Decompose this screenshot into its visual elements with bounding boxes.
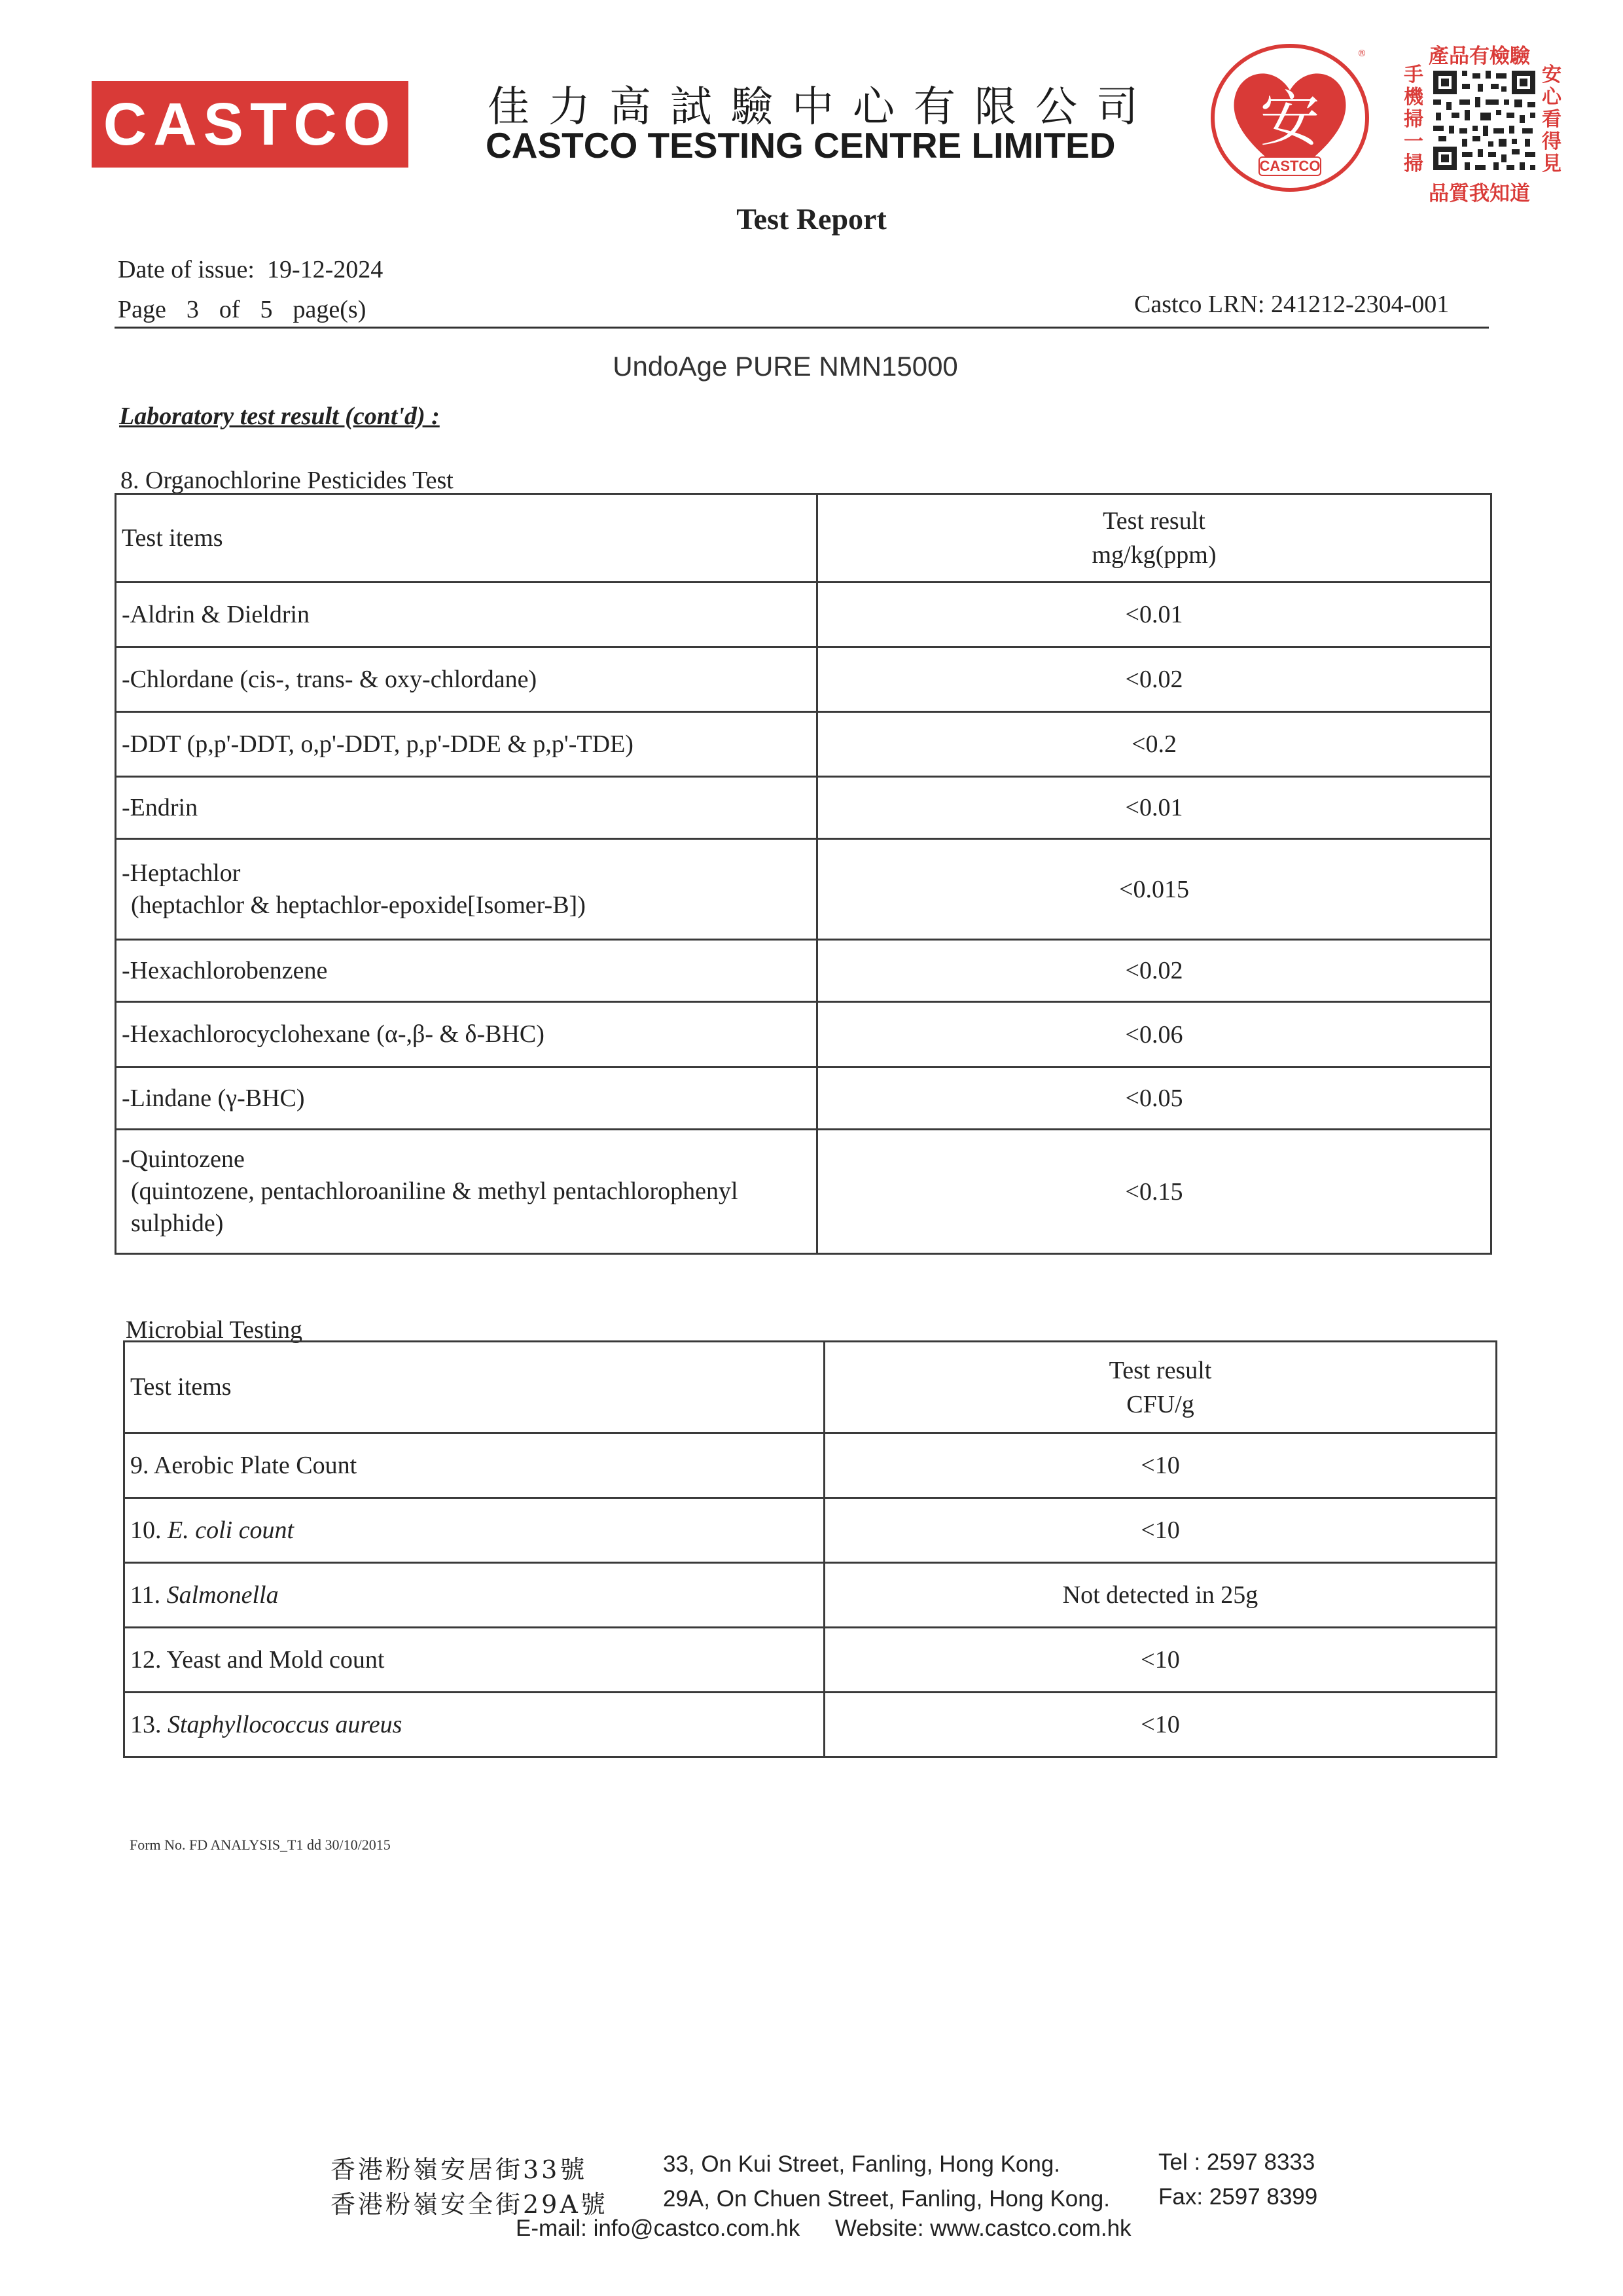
test-result: Not detected in 25g <box>825 1563 1497 1628</box>
page-number: 3 <box>186 296 199 323</box>
date-of-issue <box>118 255 383 284</box>
svg-text:®: ® <box>1357 48 1366 59</box>
test-item: -Lindane (γ-BHC) <box>116 1067 817 1130</box>
qr-caption-top: 產品有檢驗 <box>1429 45 1530 68</box>
castco-heart-badge <box>1209 42 1370 194</box>
test-result: <10 <box>825 1498 1497 1563</box>
test-result: <0.05 <box>817 1067 1491 1130</box>
test-item: -DDT (p,p'-DDT, o,p'-DDT, p,p'-DDE & p,p'-TDE) <box>116 712 817 777</box>
email: E-mail: info@castco.com.hk <box>516 2215 800 2241</box>
lrn-label: Castco LRN: <box>1134 291 1265 318</box>
product-name: UndoAge PURE NMN15000 <box>613 351 958 382</box>
test-item: -Quintozene (quintozene, pentachloroaniline & methyl pentachlorophenyl sulphide) <box>116 1130 817 1254</box>
col-test-result: Test result CFU/g <box>825 1342 1497 1433</box>
table-row <box>116 1130 1491 1254</box>
qr-caption-bottom: 品質我知道 <box>1429 182 1530 206</box>
table-row <box>116 712 1491 777</box>
castco-logo: CASTCO <box>92 81 408 168</box>
col-test-items: Test items <box>124 1342 825 1433</box>
test-result: <0.015 <box>817 839 1491 940</box>
date-label: Date of issue: <box>118 256 255 283</box>
pesticides-section-label: 8. Organochlorine Pesticides Test <box>120 467 454 494</box>
page-total: 5 <box>260 296 273 323</box>
table-header-row <box>116 494 1491 583</box>
test-item: 10. E. coli count <box>124 1498 825 1563</box>
table-row <box>116 1067 1491 1130</box>
test-result: <10 <box>825 1433 1497 1498</box>
microbial-table <box>123 1340 1497 1758</box>
company-name-english: CASTCO TESTING CENTRE LIMITED <box>486 125 1116 166</box>
qr-caption-right: 安心看得見 <box>1542 63 1561 175</box>
test-result: <0.02 <box>817 647 1491 712</box>
table-row <box>116 940 1491 1002</box>
website: Website: www.castco.com.hk <box>835 2215 1132 2241</box>
badge-character: 安 <box>1259 84 1321 154</box>
address-2-english: 29A, On Chuen Street, Fanling, Hong Kong. <box>663 2186 1110 2212</box>
table-row <box>116 583 1491 647</box>
company-name-chinese: 佳力高試驗中心有限公司 <box>488 83 1157 132</box>
table-row <box>116 839 1491 940</box>
test-result: <10 <box>825 1628 1497 1693</box>
page-indicator <box>118 295 366 324</box>
table-row <box>124 1628 1497 1693</box>
table-row <box>124 1433 1497 1498</box>
report-title: Test Report <box>736 202 887 236</box>
table-row <box>124 1498 1497 1563</box>
test-result: <0.2 <box>817 712 1491 777</box>
col-test-items: Test items <box>116 494 817 583</box>
test-item: -Hexachlorocyclohexane (α-,β- & δ-BHC) <box>116 1002 817 1067</box>
pesticides-table <box>115 493 1492 1255</box>
test-item: 12. Yeast and Mold count <box>124 1628 825 1693</box>
test-result: <0.01 <box>817 777 1491 839</box>
test-result: <0.02 <box>817 940 1491 1002</box>
test-item: 13. Staphyllococcus aureus <box>124 1693 825 1757</box>
test-item: -Hexachlorobenzene <box>116 940 817 1002</box>
form-number: Form No. FD ANALYSIS_T1 dd 30/10/2015 <box>130 1837 391 1853</box>
test-item: -Aldrin & Dieldrin <box>116 583 817 647</box>
page-suffix: page(s) <box>293 296 366 323</box>
qr-caption-left: 手機掃一掃 <box>1404 63 1423 175</box>
test-item: -Endrin <box>116 777 817 839</box>
table-row <box>124 1693 1497 1757</box>
test-item: -Heptachlor (heptachlor & heptachlor-epoxide[Isomer-B]) <box>116 839 817 940</box>
page-of: of <box>219 296 240 323</box>
date-value: 19-12-2024 <box>266 256 383 283</box>
page-label: Page <box>118 296 166 323</box>
address-1-english: 33, On Kui Street, Fanling, Hong Kong. <box>663 2151 1061 2177</box>
test-result: <0.06 <box>817 1002 1491 1067</box>
table-row <box>116 647 1491 712</box>
test-result: <0.15 <box>817 1130 1491 1254</box>
lab-result-heading: Laboratory test result (cont'd) : <box>119 403 440 430</box>
badge-label: CASTCO <box>1259 158 1321 174</box>
header-divider <box>115 327 1489 329</box>
address-2-chinese: 香港粉嶺安全街29A號 <box>330 2190 608 2219</box>
test-item: 11. Salmonella <box>124 1563 825 1628</box>
test-result: <10 <box>825 1693 1497 1757</box>
test-result: <0.01 <box>817 583 1491 647</box>
fax: Fax: 2597 8399 <box>1158 2184 1318 2210</box>
telephone: Tel : 2597 8333 <box>1158 2149 1315 2175</box>
table-row <box>124 1563 1497 1628</box>
castco-lrn <box>1134 290 1449 319</box>
microbial-section-label: Microbial Testing <box>126 1316 302 1344</box>
col-test-result: Test result mg/kg(ppm) <box>817 494 1491 583</box>
address-1-chinese: 香港粉嶺安居街33號 <box>330 2155 588 2184</box>
table-header-row <box>124 1342 1497 1433</box>
qr-code-icon <box>1431 68 1538 173</box>
test-item: 9. Aerobic Plate Count <box>124 1433 825 1498</box>
table-row <box>116 777 1491 839</box>
lrn-value: 241212-2304-001 <box>1270 291 1450 318</box>
table-row <box>116 1002 1491 1067</box>
test-item: -Chlordane (cis-, trans- & oxy-chlordane) <box>116 647 817 712</box>
